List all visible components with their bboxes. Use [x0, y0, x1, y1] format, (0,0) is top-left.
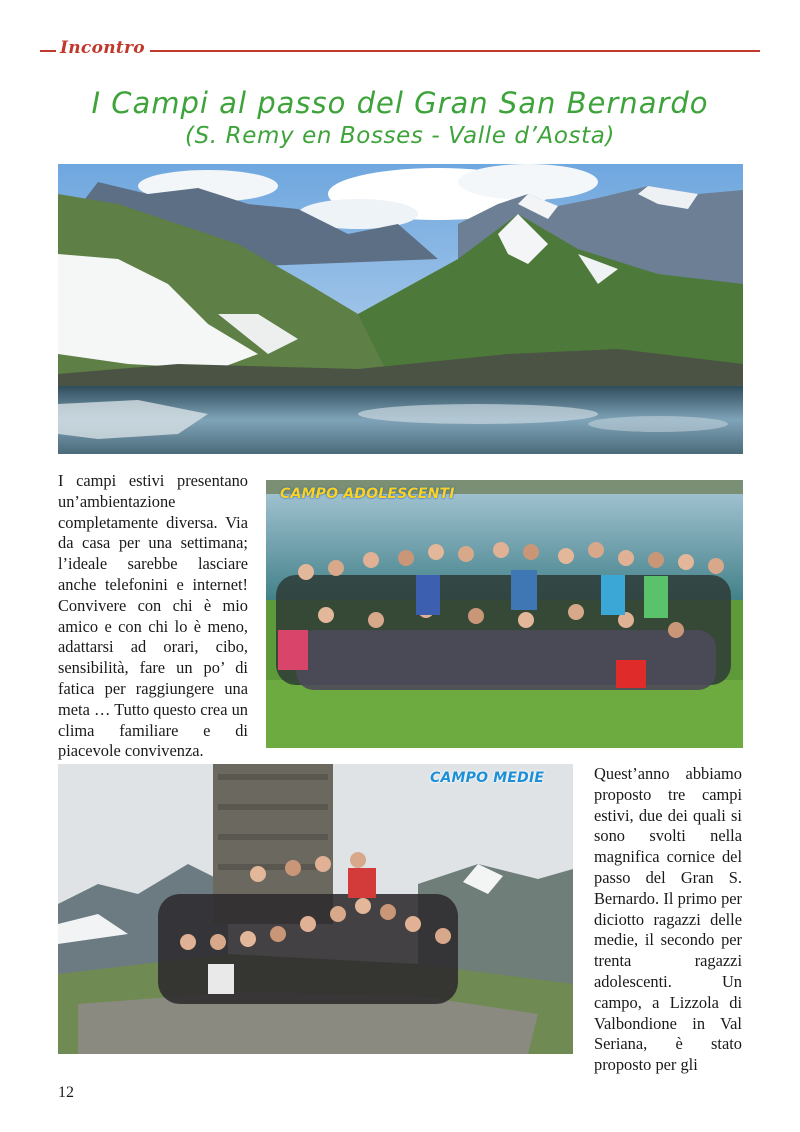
- teens-camp-caption: CAMPO ADOLESCENTI: [280, 486, 455, 502]
- intro-paragraph: I campi estivi presentano un’ambientazione completamente diversa. Via da casa per una settimana; l’ideale sarebbe lasciare anche telefonini e internet! Convivere con chi è mio amico e con chi lo è meno, adattarsi ad orari, cibo, sensibilità, fare un po’ di fatica per raggiungere una meta … Tutto questo crea un clima familiare e di piacevole convivenza.: [58, 471, 248, 761]
- header-rule-right: [150, 50, 760, 52]
- camps-paragraph: Quest’anno abbiamo proposto tre campi estivi, due dei quali si sono svolti nella magnifica cornice del passo del Gran S. Bernardo. Il primo per diciotto ragazzi delle medie, il secondo per trenta ragazzi adolescenti. Un campo, a Lizzola di Valbondione in Val Seriana, è stato proposto per gli: [594, 764, 742, 1075]
- middle-school-camp-caption: CAMPO MEDIE: [430, 770, 545, 786]
- article-title: I Campi al passo del Gran San Bernardo: [91, 86, 709, 120]
- mountain-lake-photo: [58, 164, 743, 454]
- middle-school-camp-photo: [58, 764, 573, 1054]
- header-rule-left: [40, 50, 56, 52]
- mountain-lake-illustration: [58, 164, 743, 454]
- article-subtitle: (S. Remy en Bosses - Valle d’Aosta): [185, 123, 615, 149]
- teens-camp-photo: [266, 480, 743, 748]
- group-photo-illustration: [266, 480, 743, 748]
- page-number: 12: [58, 1084, 74, 1101]
- section-label: Incontro: [60, 38, 145, 58]
- group-photo-illustration: [58, 764, 573, 1054]
